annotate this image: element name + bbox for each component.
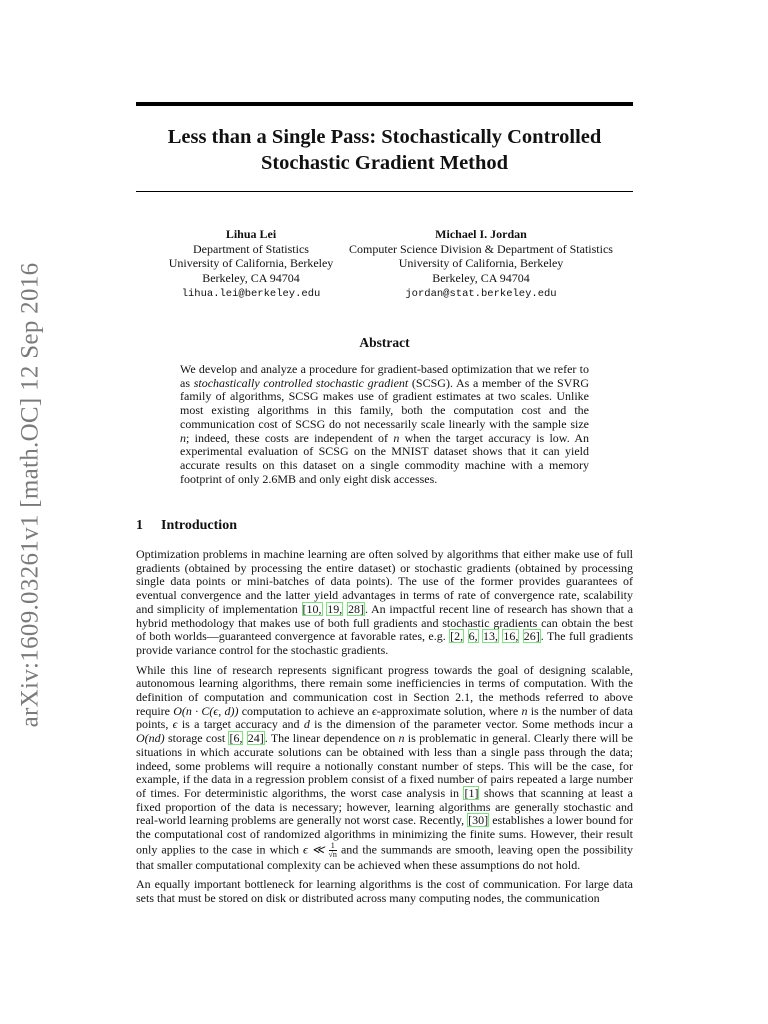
section-number: 1 xyxy=(136,518,143,533)
math-expression: O(nd) xyxy=(136,731,165,746)
math-expression: ϵ ≪ xyxy=(303,842,325,857)
citation-link[interactable]: [30] xyxy=(468,813,489,828)
citation-link[interactable]: 24] xyxy=(247,731,264,746)
title-top-rule xyxy=(136,102,633,106)
fraction: $\frac{1}{√n}$ xyxy=(328,840,337,859)
author-university: University of California, Berkeley xyxy=(398,256,564,270)
author-name: Lihua Lei xyxy=(225,227,277,241)
author-email: jordan@stat.berkeley.edu xyxy=(405,288,557,300)
title-line-2: Stochastic Gradient Method xyxy=(260,152,509,174)
author-university: University of California, Berkeley xyxy=(168,256,334,270)
paper-title xyxy=(136,124,633,176)
citation-link[interactable]: 19, xyxy=(327,601,343,616)
author-email: lihua.lei@berkeley.edu xyxy=(181,288,321,300)
citation-link[interactable]: 26] xyxy=(523,629,540,644)
author-block-2 xyxy=(336,227,626,302)
introduction-body xyxy=(136,548,633,912)
citation-link[interactable]: 28] xyxy=(347,601,364,616)
arxiv-sidebar-stamp xyxy=(12,255,48,735)
abstract-heading: Abstract xyxy=(359,335,410,350)
author-department: Computer Science Division & Department of Statistics xyxy=(349,241,613,256)
author-block-1 xyxy=(136,227,366,302)
citation-link[interactable]: [6, xyxy=(229,731,243,746)
citation-link[interactable]: [1] xyxy=(464,785,479,800)
paragraph-1: Optimization problems in machine learning are often solved by algorithms that either make use of full gradients (obtained by processing the entire dataset) or stochastic gradients (obtained by processing single data points or mini-batches of data points). The use of the former provides guarantees of eventual convergence and the latter yield advantages in terms of rate of convergence rate, scalability and simplicity of implementation [10, 19, 28]. An impactful recent line of research has shown that a hybrid methodology that makes use of both full gradients and stochastic gradients can obtain the best of both worlds—guaranteed convergence at favorable rates, e.g. [2, 6, 13, 16, 26]. The full gradients provide variance control for the stochastic gradients. xyxy=(136,547,634,657)
title-line-1: Less than a Single Pass: Stochastically Controlled xyxy=(167,126,602,148)
math-expression: O(n · C(ϵ, d)) xyxy=(173,703,239,718)
arxiv-identifier: arXiv:1609.03261v1 [math.OC] 12 Sep 2016 xyxy=(16,262,44,728)
citation-link[interactable]: [2, xyxy=(450,629,464,644)
paragraph-3: An equally important bottleneck for learning algorithms is the cost of communication. For large data sets that must be stored on disk or distributed across many computing nodes, the communication xyxy=(136,877,633,906)
paragraph-2: While this line of research represents significant progress towards the goal of designing scalable, autonomous learning algorithms, there remain some inefficiencies in terms of computation. With the definition of computation and communication cost in Section 2.1, the methods referred to above require O(n · C(ϵ, d)) computation to achieve an ϵ-approximate solution, where n is the number of data points, ϵ is a target accuracy and d is the dimension of the parameter vector. Some methods incur a O(nd) storage cost [6, 24]. The linear dependence on n is problematic in general. Clearly there will be situations in which accurate solutions can be obtained with less than a single pass through the data; indeed, some problems will require a notionally constant number of steps. This will be the case, for example, if the data in a regression problem consist of a fixed number of pairs repeated a large number of times. For deterministic algorithms, the worst case analysis in [1] shows that scanning at least a fixed proportion of the data is necessary; however, learning algorithms are generally stochastic and real-world learning problems are generally not worst case. Recently, [30] establishes a lower bound for the computational cost of randomized algorithms in minimizing the finite sums. However, their result only applies to the case in which ϵ ≪ $\frac{1}{√n}$ and the summands are smooth, leaving open the possibility that smaller computational complexity can be achieved when these assumptions do not hold. xyxy=(136,662,633,872)
section-title: Introduction xyxy=(161,518,237,533)
author-city: Berkeley, CA 94704 xyxy=(432,270,530,285)
author-department: Department of Statistics xyxy=(193,241,309,256)
citation-link[interactable]: [10, xyxy=(302,601,322,616)
citation-link[interactable]: 6, xyxy=(468,629,478,644)
citation-link[interactable]: 13, xyxy=(482,629,498,644)
citation-link[interactable]: 16, xyxy=(503,629,519,644)
author-city: Berkeley, CA 94704 xyxy=(202,270,300,285)
section-heading-introduction xyxy=(136,518,237,534)
title-bottom-rule xyxy=(136,191,633,192)
scsg-term: stochastically controlled stochastic gradient xyxy=(193,375,409,390)
abstract-text: We develop and analyze a procedure for gradient-based optimization that we refer to as stochastically controlled stochastic gradient (SCSG). As a member of the SVRG family of algorithms, SCSG makes use of gradient estimates at two scales. Unlike most existing algorithms in this family, both the computation cost and the communication cost of SCSG do not necessarily scale linearly with the sample size n; indeed, these costs are independent of n when the target accuracy is low. An experimental evaluation of SCSG on the MNIST dataset shows that it can yield accurate results on this dataset on a single commodity machine with a memory footprint of only 2.6MB and only eight disk accesses. xyxy=(180,362,589,486)
author-name: Michael I. Jordan xyxy=(435,227,527,241)
